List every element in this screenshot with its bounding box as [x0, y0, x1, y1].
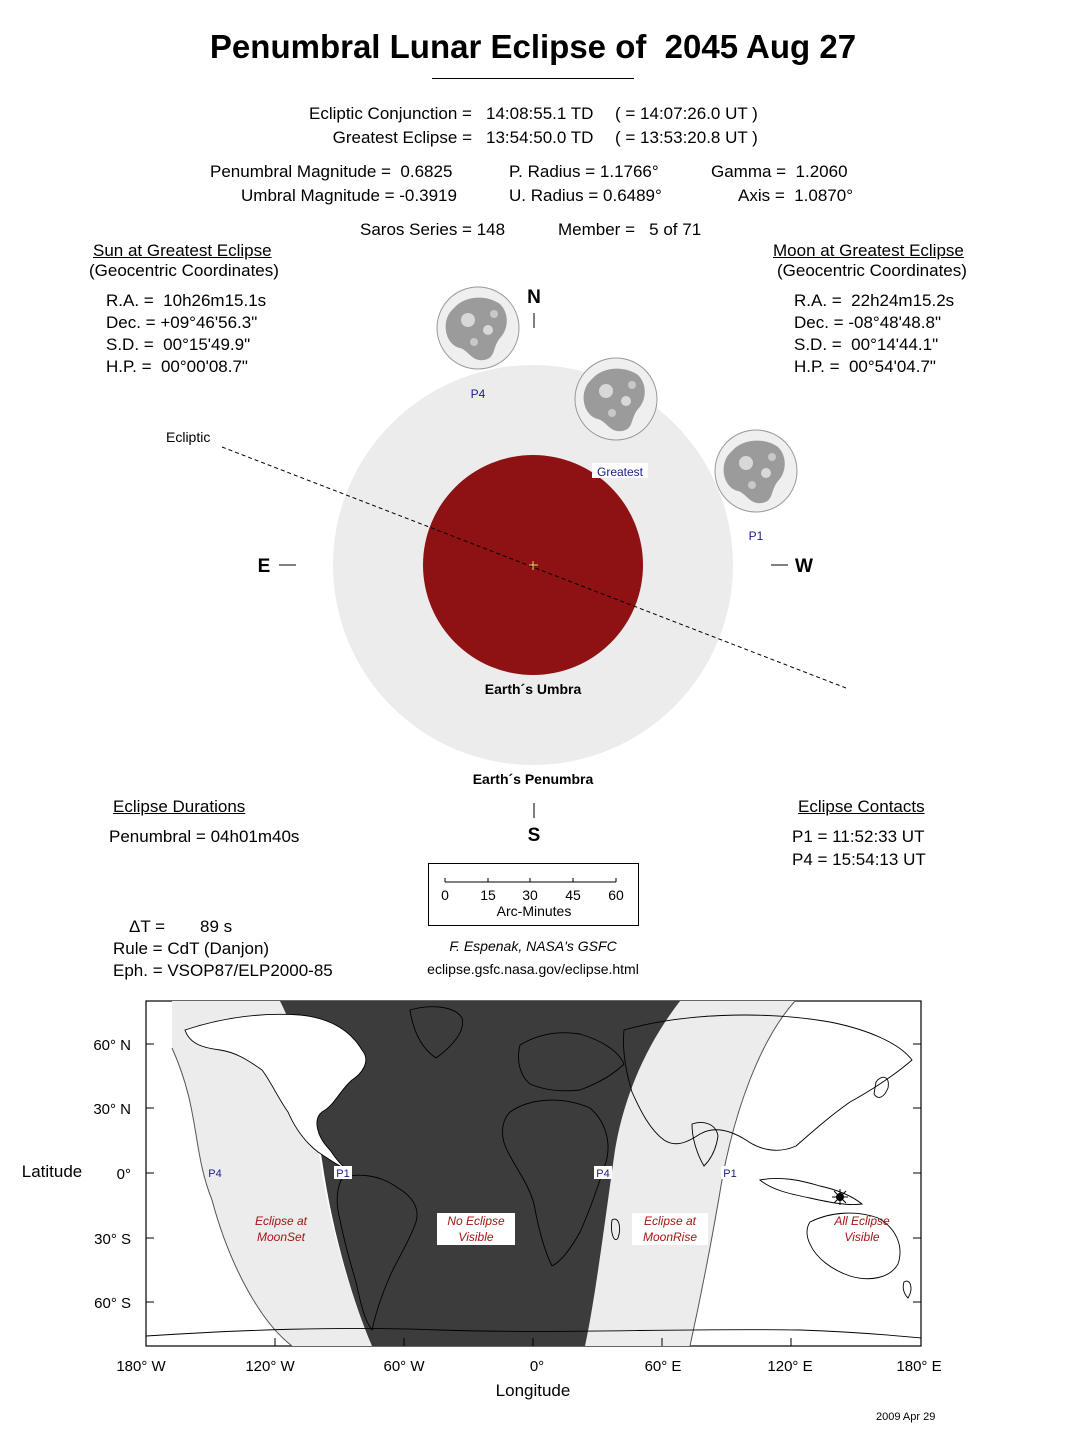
credit: F. Espenak, NASA's GSFC	[449, 938, 617, 954]
west-label: W	[795, 556, 813, 577]
scale-tick-30: 30	[522, 887, 538, 903]
contacts-heading: Eclipse Contacts	[798, 797, 925, 816]
moon-heading: Moon at Greatest Eclipse	[773, 241, 964, 260]
conjunction-label: Ecliptic Conjunction =	[308, 104, 472, 123]
umbral-magnitude: Umbral Magnitude = -0.3919	[241, 186, 457, 205]
rule: Rule = CdT (Danjon)	[113, 939, 270, 958]
source-url: eclipse.gsfc.nasa.gov/eclipse.html	[427, 961, 639, 977]
greatest-eclipse-ut: ( = 13:53:20.8 UT )	[615, 128, 758, 147]
moon-ra: R.A. = 22h24m15.2s	[794, 291, 955, 310]
moon-subheading: (Geocentric Coordinates)	[777, 261, 967, 280]
penumbral-magnitude: Penumbral Magnitude = 0.6825	[210, 162, 453, 181]
greatest-label: Greatest	[596, 465, 644, 479]
zone-label-moonset-2: MoonSet	[256, 1230, 306, 1244]
north-label: N	[527, 287, 541, 308]
east-label: E	[257, 556, 271, 577]
gamma: Gamma = 1.2060	[711, 162, 848, 181]
lon-tick-120w: 120° W	[245, 1358, 295, 1375]
sun-ra: R.A. = 10h26m15.1s	[106, 291, 267, 310]
sun-hp: H.P. = 00°00'08.7"	[106, 357, 248, 376]
durations-heading: Eclipse Durations	[113, 797, 246, 816]
moon-sd: S.D. = 00°14'44.1"	[794, 335, 939, 354]
zone-label-none-2: Visible	[458, 1230, 494, 1244]
conjunction-td: 14:08:55.1 TD	[486, 104, 594, 123]
lon-tick-180e: 180° E	[896, 1358, 942, 1375]
moon-p4	[437, 287, 519, 369]
lon-tick-60w: 60° W	[383, 1358, 425, 1375]
sun-subheading: (Geocentric Coordinates)	[89, 261, 279, 280]
p4-label: P4	[470, 387, 486, 401]
umbral-radius: U. Radius = 0.6489°	[509, 186, 662, 205]
scale-unit-label: Arc-Minutes	[496, 903, 572, 919]
revision-date: 2009 Apr 29	[876, 1411, 936, 1423]
lat-tick-0: 0°	[116, 1166, 131, 1183]
lat-tick-30s: 30° S	[94, 1231, 131, 1248]
contact-p1: P1 = 11:52:33 UT	[792, 827, 925, 846]
penumbral-duration: Penumbral = 04h01m40s	[109, 827, 300, 846]
latitude-axis-label: Latitude	[21, 1162, 83, 1181]
penumbra-label: Earth´s Penumbra	[472, 771, 594, 787]
lon-tick-0: 0°	[529, 1358, 545, 1375]
moon-greatest	[575, 358, 657, 440]
curve-label-p4-west: P4	[208, 1168, 222, 1180]
curve-label-p1-west: P1	[336, 1168, 350, 1180]
contact-p4: P4 = 15:54:13 UT	[792, 850, 926, 869]
scale-tick-0: 0	[441, 887, 449, 903]
delta-t-label: ΔT =	[129, 917, 166, 936]
ephemeris: Eph. = VSOP87/ELP2000-85	[113, 961, 333, 980]
zone-label-all-2: Visible	[844, 1230, 880, 1244]
penumbral-radius: P. Radius = 1.1766°	[509, 162, 659, 181]
axis: Axis = 1.0870°	[738, 186, 854, 205]
greatest-eclipse-label: Greatest Eclipse =	[332, 128, 472, 147]
greatest-eclipse-marker	[832, 1189, 848, 1205]
lat-tick-60s: 60° S	[94, 1295, 131, 1312]
conjunction-ut: ( = 14:07:26.0 UT )	[615, 104, 758, 123]
scale-tick-15: 15	[480, 887, 496, 903]
greatest-eclipse-td: 13:54:50.0 TD	[486, 128, 594, 147]
moon-p1	[715, 430, 797, 512]
zone-label-moonrise-1: Eclipse at	[643, 1214, 697, 1228]
scale-tick-60: 60	[608, 887, 624, 903]
lon-tick-180w: 180° W	[116, 1358, 166, 1375]
zone-label-all-1: All Eclipse	[834, 1214, 890, 1228]
scale-bar	[428, 863, 639, 926]
lat-tick-30n: 30° N	[93, 1101, 131, 1118]
moon-dec: Dec. = -08°48'48.8"	[794, 313, 941, 332]
page-title: Penumbral Lunar Eclipse of 2045 Aug 27	[209, 28, 857, 65]
curve-label-p4-east: P4	[596, 1168, 610, 1180]
lat-tick-60n: 60° N	[93, 1037, 131, 1054]
saros-series: Saros Series = 148	[360, 220, 506, 239]
zone-label-moonset-1: Eclipse at	[254, 1214, 308, 1228]
sun-dec: Dec. = +09°46'56.3"	[106, 313, 258, 332]
lon-tick-60e: 60° E	[644, 1358, 682, 1375]
sun-heading: Sun at Greatest Eclipse	[93, 241, 272, 260]
ecliptic-label: Ecliptic	[166, 429, 211, 445]
lon-tick-120e: 120° E	[767, 1358, 813, 1375]
saros-member: Member = 5 of 71	[558, 220, 702, 239]
p1-label: P1	[748, 529, 764, 543]
moon-hp: H.P. = 00°54'04.7"	[794, 357, 936, 376]
curve-label-p1-east: P1	[723, 1168, 737, 1180]
zone-label-moonrise-2: MoonRise	[642, 1230, 698, 1244]
south-label: S	[527, 825, 541, 846]
longitude-axis-label: Longitude	[495, 1381, 571, 1400]
delta-t-value: 89 s	[200, 917, 233, 936]
scale-tick-45: 45	[565, 887, 581, 903]
visibility-map	[0, 990, 1082, 1400]
zone-label-none-1: No Eclipse	[447, 1214, 505, 1228]
umbra-label: Earth´s Umbra	[484, 681, 582, 697]
sun-sd: S.D. = 00°15'49.9"	[106, 335, 251, 354]
